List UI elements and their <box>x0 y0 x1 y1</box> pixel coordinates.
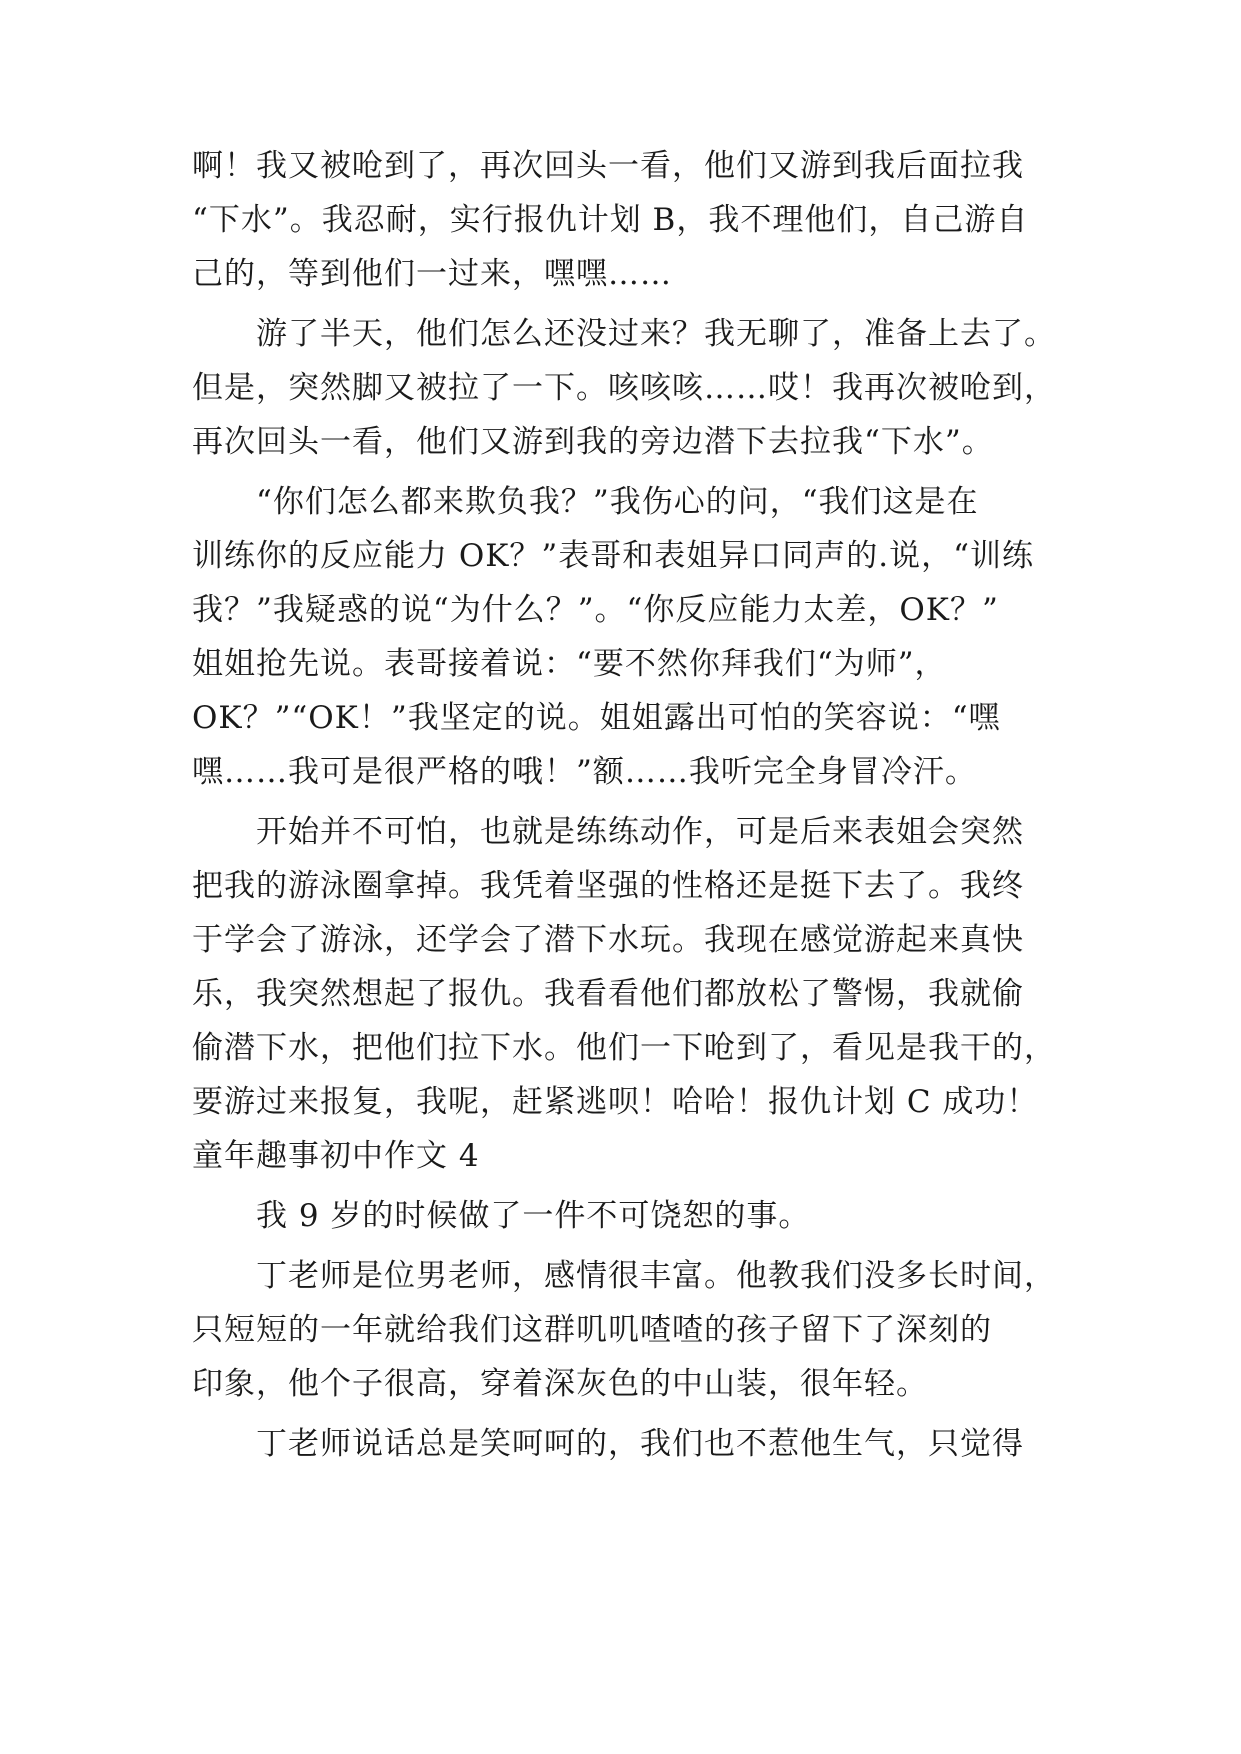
paragraph-start-line: 游了半天，他们怎么还没过来？我无聊了，准备上去了。 <box>256 316 1056 352</box>
text-line: 我？”我疑惑的说“为什么？”。“你反应能力太差，OK？” <box>192 592 999 628</box>
text-line: 己的，等到他们一过来，嘿嘿…… <box>192 256 672 292</box>
text-line: 但是，突然脚又被拉了一下。咳咳咳……哎！我再次被呛到， <box>192 370 1056 406</box>
text-line: 要游过来报复，我呢，赶紧逃呗！哈哈！报仇计划 C 成功！ <box>192 1084 1039 1120</box>
text-line: 训练你的反应能力 OK？”表哥和表姐异口同声的.说，“训练 <box>192 538 1034 574</box>
paragraph-start-line: 开始并不可怕，也就是练练动作，可是后来表姐会突然 <box>256 814 1024 850</box>
text-line: 偷潜下水，把他们拉下水。他们一下呛到了，看见是我干的， <box>192 1030 1056 1066</box>
paragraph-start-line: 我 9 岁的时候做了一件不可饶恕的事。 <box>256 1198 811 1234</box>
text-line: 啊！我又被呛到了，再次回头一看，他们又游到我后面拉我 <box>192 148 1024 184</box>
text-line: 姐姐抢先说。表哥接着说：“要不然你拜我们“为师”， <box>192 646 947 682</box>
paragraph-start-line: 丁老师说话总是笑呵呵的，我们也不惹他生气，只觉得 <box>256 1426 1024 1462</box>
text-line: 印象，他个子很高，穿着深灰色的中山装，很年轻。 <box>192 1366 928 1402</box>
text-line: 嘿……我可是很严格的哦！”额……我听完全身冒冷汗。 <box>192 754 977 790</box>
text-line: OK？”“OK！”我坚定的说。姐姐露出可怕的笑容说：“嘿 <box>192 700 1001 736</box>
text-line: 于学会了游泳，还学会了潜下水玩。我现在感觉游起来真快 <box>192 922 1024 958</box>
text-line: “下水”。我忍耐，实行报仇计划 B，我不理他们，自己游自 <box>192 202 1029 238</box>
section-title: 童年趣事初中作文 4 <box>192 1138 480 1174</box>
text-line: 只短短的一年就给我们这群叽叽喳喳的孩子留下了深刻的 <box>192 1312 992 1348</box>
text-line: 乐，我突然想起了报仇。我看看他们都放松了警惕，我就偷 <box>192 976 1024 1012</box>
text-line: 把我的游泳圈拿掉。我凭着坚强的性格还是挺下去了。我终 <box>192 868 1024 904</box>
paragraph-start-line: 丁老师是位男老师，感情很丰富。他教我们没多长时间， <box>256 1258 1056 1294</box>
paragraph-start-line: “你们怎么都来欺负我？”我伤心的问，“我们这是在 <box>256 484 979 520</box>
text-line: 再次回头一看，他们又游到我的旁边潜下去拉我“下水”。 <box>192 424 994 460</box>
